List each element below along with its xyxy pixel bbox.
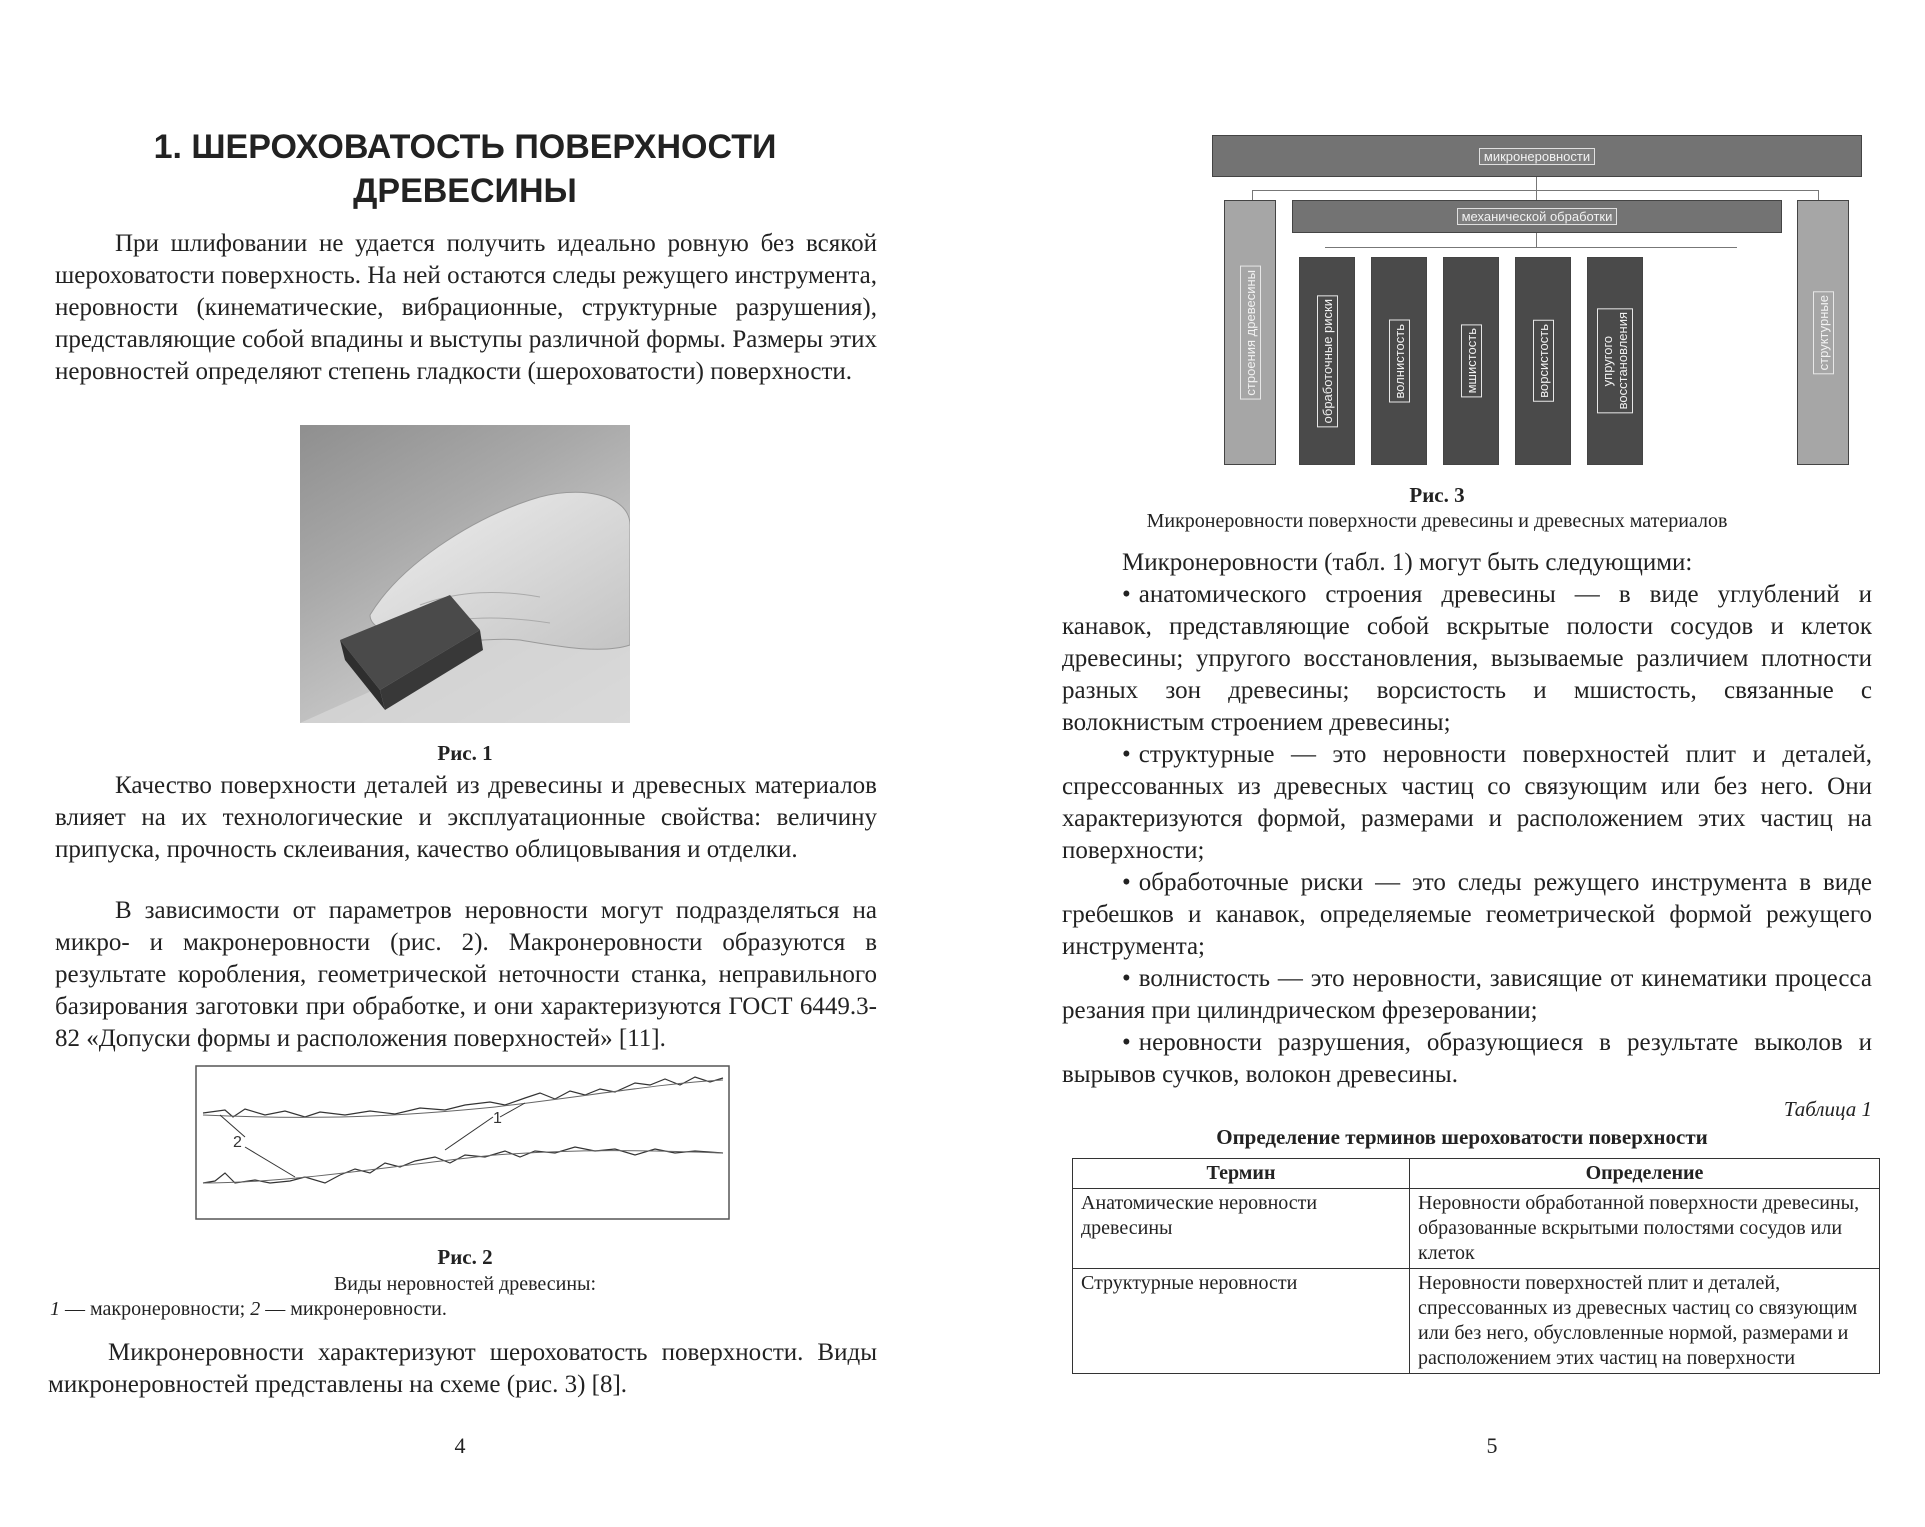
diagram-box-elastic-recovery: упругого восстановления (1587, 257, 1643, 465)
table-title: Определение терминов шероховатости поверхности (1216, 1125, 1708, 1149)
fig2-profile-drawing (195, 1065, 730, 1220)
diagram-top-box (1212, 135, 1862, 177)
table-header-definition: Определение (1410, 1159, 1880, 1189)
paragraph-microroughness: Микронеровности характеризуют шероховатость поверхности. Виды микронеровностей представлены на схеме (рис. 3) [8]. (48, 1339, 877, 1398)
table-cell-definition: Неровности обработанной поверхности древесины, образованные вскрытыми полостями сосудов или клеток (1410, 1189, 1880, 1269)
left-page (0, 0, 962, 1527)
page-number-left: 4 (454, 1433, 466, 1458)
table-cell-definition: Неровности поверхностей плит и деталей, спрессованных из древесных частиц со связующим или без него, обусловленные нормой, размерами и расположением этих частиц на поверхности (1410, 1269, 1880, 1374)
table-number: Таблица 1 (1783, 1097, 1872, 1121)
chapter-heading: 1. ШЕРОХОВАТОСТЬ ПОВЕРХНОСТИ ДРЕВЕСИНЫ (153, 128, 777, 210)
diagram-box-fuzziness: ворсистость (1515, 257, 1571, 465)
bullet-mark: • (1122, 1029, 1131, 1056)
diagram-box-mossiness: мшистость (1443, 257, 1499, 465)
paragraph-roughness-types: В зависимости от параметров неровности могут подразделяться на микро- и макронеровности (рис. 2). Макронеровности образуются в результате коробления, геометрической неточности станка, неправильного базирования заготовки при обработке, и они характеризуются ГОСТ 6449.3-82 «Допуски формы и расположения поверхностей» [11]. (55, 897, 877, 1052)
fig2-caption-title: Виды неровностей древесины: (333, 1273, 597, 1295)
fig2-caption-legend (50, 1297, 650, 1322)
table-row (1073, 1189, 1880, 1269)
fig1-label: Рис. 1 (437, 741, 493, 765)
fig2-legend-text-2: — микронеровности. (260, 1298, 447, 1320)
bullet-item-anatomical: • анатомического строения древесины — в виде углублений и канавок, представляющие собой вскрытые полости сосудов и клеток древесины; упругого восстановления, вызываемые различием плотности разных зон древесины; ворсистость и мшистость, связанные с волокнистым строением древесины; (1062, 581, 1872, 736)
paragraph-quality: Качество поверхности деталей из древесины и древесных материалов влияет на их технологические и эксплуатационные свойства: величину припуска, прочность склеивания, качество облицовывания и отделки. (55, 772, 877, 863)
sanding-photo (300, 425, 630, 723)
table-cell-term: Структурные неровности (1073, 1269, 1410, 1374)
bullet-item-structural: • структурные — это неровности поверхностей плит и деталей, спрессованных из древесных частиц со связующим или без него. Они характеризуются формой, размерами и расположением этих частиц на поверхности; (1062, 741, 1872, 864)
fig2-legend-number-1: 1 (50, 1298, 60, 1320)
table-header-term: Термин (1073, 1159, 1410, 1189)
table-cell-term: Анатомические неровности древесины (1073, 1189, 1410, 1269)
table-header-row (1073, 1159, 1880, 1189)
diagram-mid-label: механической обработки (1457, 208, 1618, 225)
diagram-box-structural: структурные (1797, 200, 1849, 465)
microroughness-intro: Микронеровности (табл. 1) могут быть следующими: (1122, 549, 1693, 576)
fig3-label: Рис. 3 (1409, 483, 1465, 507)
fig2-legend-text-1: — макронеровности; (60, 1298, 251, 1320)
table-row (1073, 1269, 1880, 1374)
fig2-legend-number-2: 2 (250, 1298, 261, 1320)
bullet-mark: • (1122, 869, 1131, 896)
bullet-mark: • (1122, 581, 1131, 608)
terms-table (1072, 1158, 1880, 1374)
right-page (962, 0, 1925, 1527)
diagram-box-wood-structure: строения древесины (1224, 200, 1276, 465)
roughness-profile-svg (195, 1065, 730, 1220)
bullet-item-waviness: • волнистость — это неровности, зависящие от кинематики процесса резания при цилиндрическом фрезеровании; (1062, 965, 1872, 1024)
fig2-marker-1: 1 (493, 1110, 502, 1127)
page-number-right: 5 (1486, 1433, 1498, 1458)
bullet-mark: • (1122, 741, 1131, 768)
diagram-mid-box (1292, 200, 1782, 233)
bullet-mark: • (1122, 965, 1131, 992)
fig2-label: Рис. 2 (437, 1245, 493, 1269)
bullet-item-destruction: • неровности разрушения, образующиеся в результате выколов и вырывов сучков, волокон древесины. (1062, 1029, 1872, 1088)
paragraph-intro: При шлифовании не удается получить идеально ровную без всякой шероховатости поверхность. На ней остаются следы режущего инструмента, неровности (кинематические, вибрационные, структурные разрушения), представляющие собой впадины и выступы различной формы. Размеры этих неровностей определяют степень гладкости (шероховатости) поверхности. (55, 230, 877, 385)
fig2-marker-2: 2 (233, 1134, 242, 1151)
diagram-box-tool-marks: обработочные риски (1299, 257, 1355, 465)
fig3-caption: Микронеровности поверхности древесины и древесных материалов (1146, 510, 1728, 532)
bullet-list (1062, 579, 1872, 1091)
bullet-item-tool-marks: • обработочные риски — это следы режущего инструмента в виде гребешков и канавок, определяемые геометрической формой режущего инструмента; (1062, 869, 1872, 960)
diagram-top-label: микронеровности (1479, 148, 1595, 165)
hand-sanding-illustration (300, 425, 630, 723)
fig3-diagram (1212, 135, 1862, 465)
diagram-box-waviness: волнистость (1371, 257, 1427, 465)
